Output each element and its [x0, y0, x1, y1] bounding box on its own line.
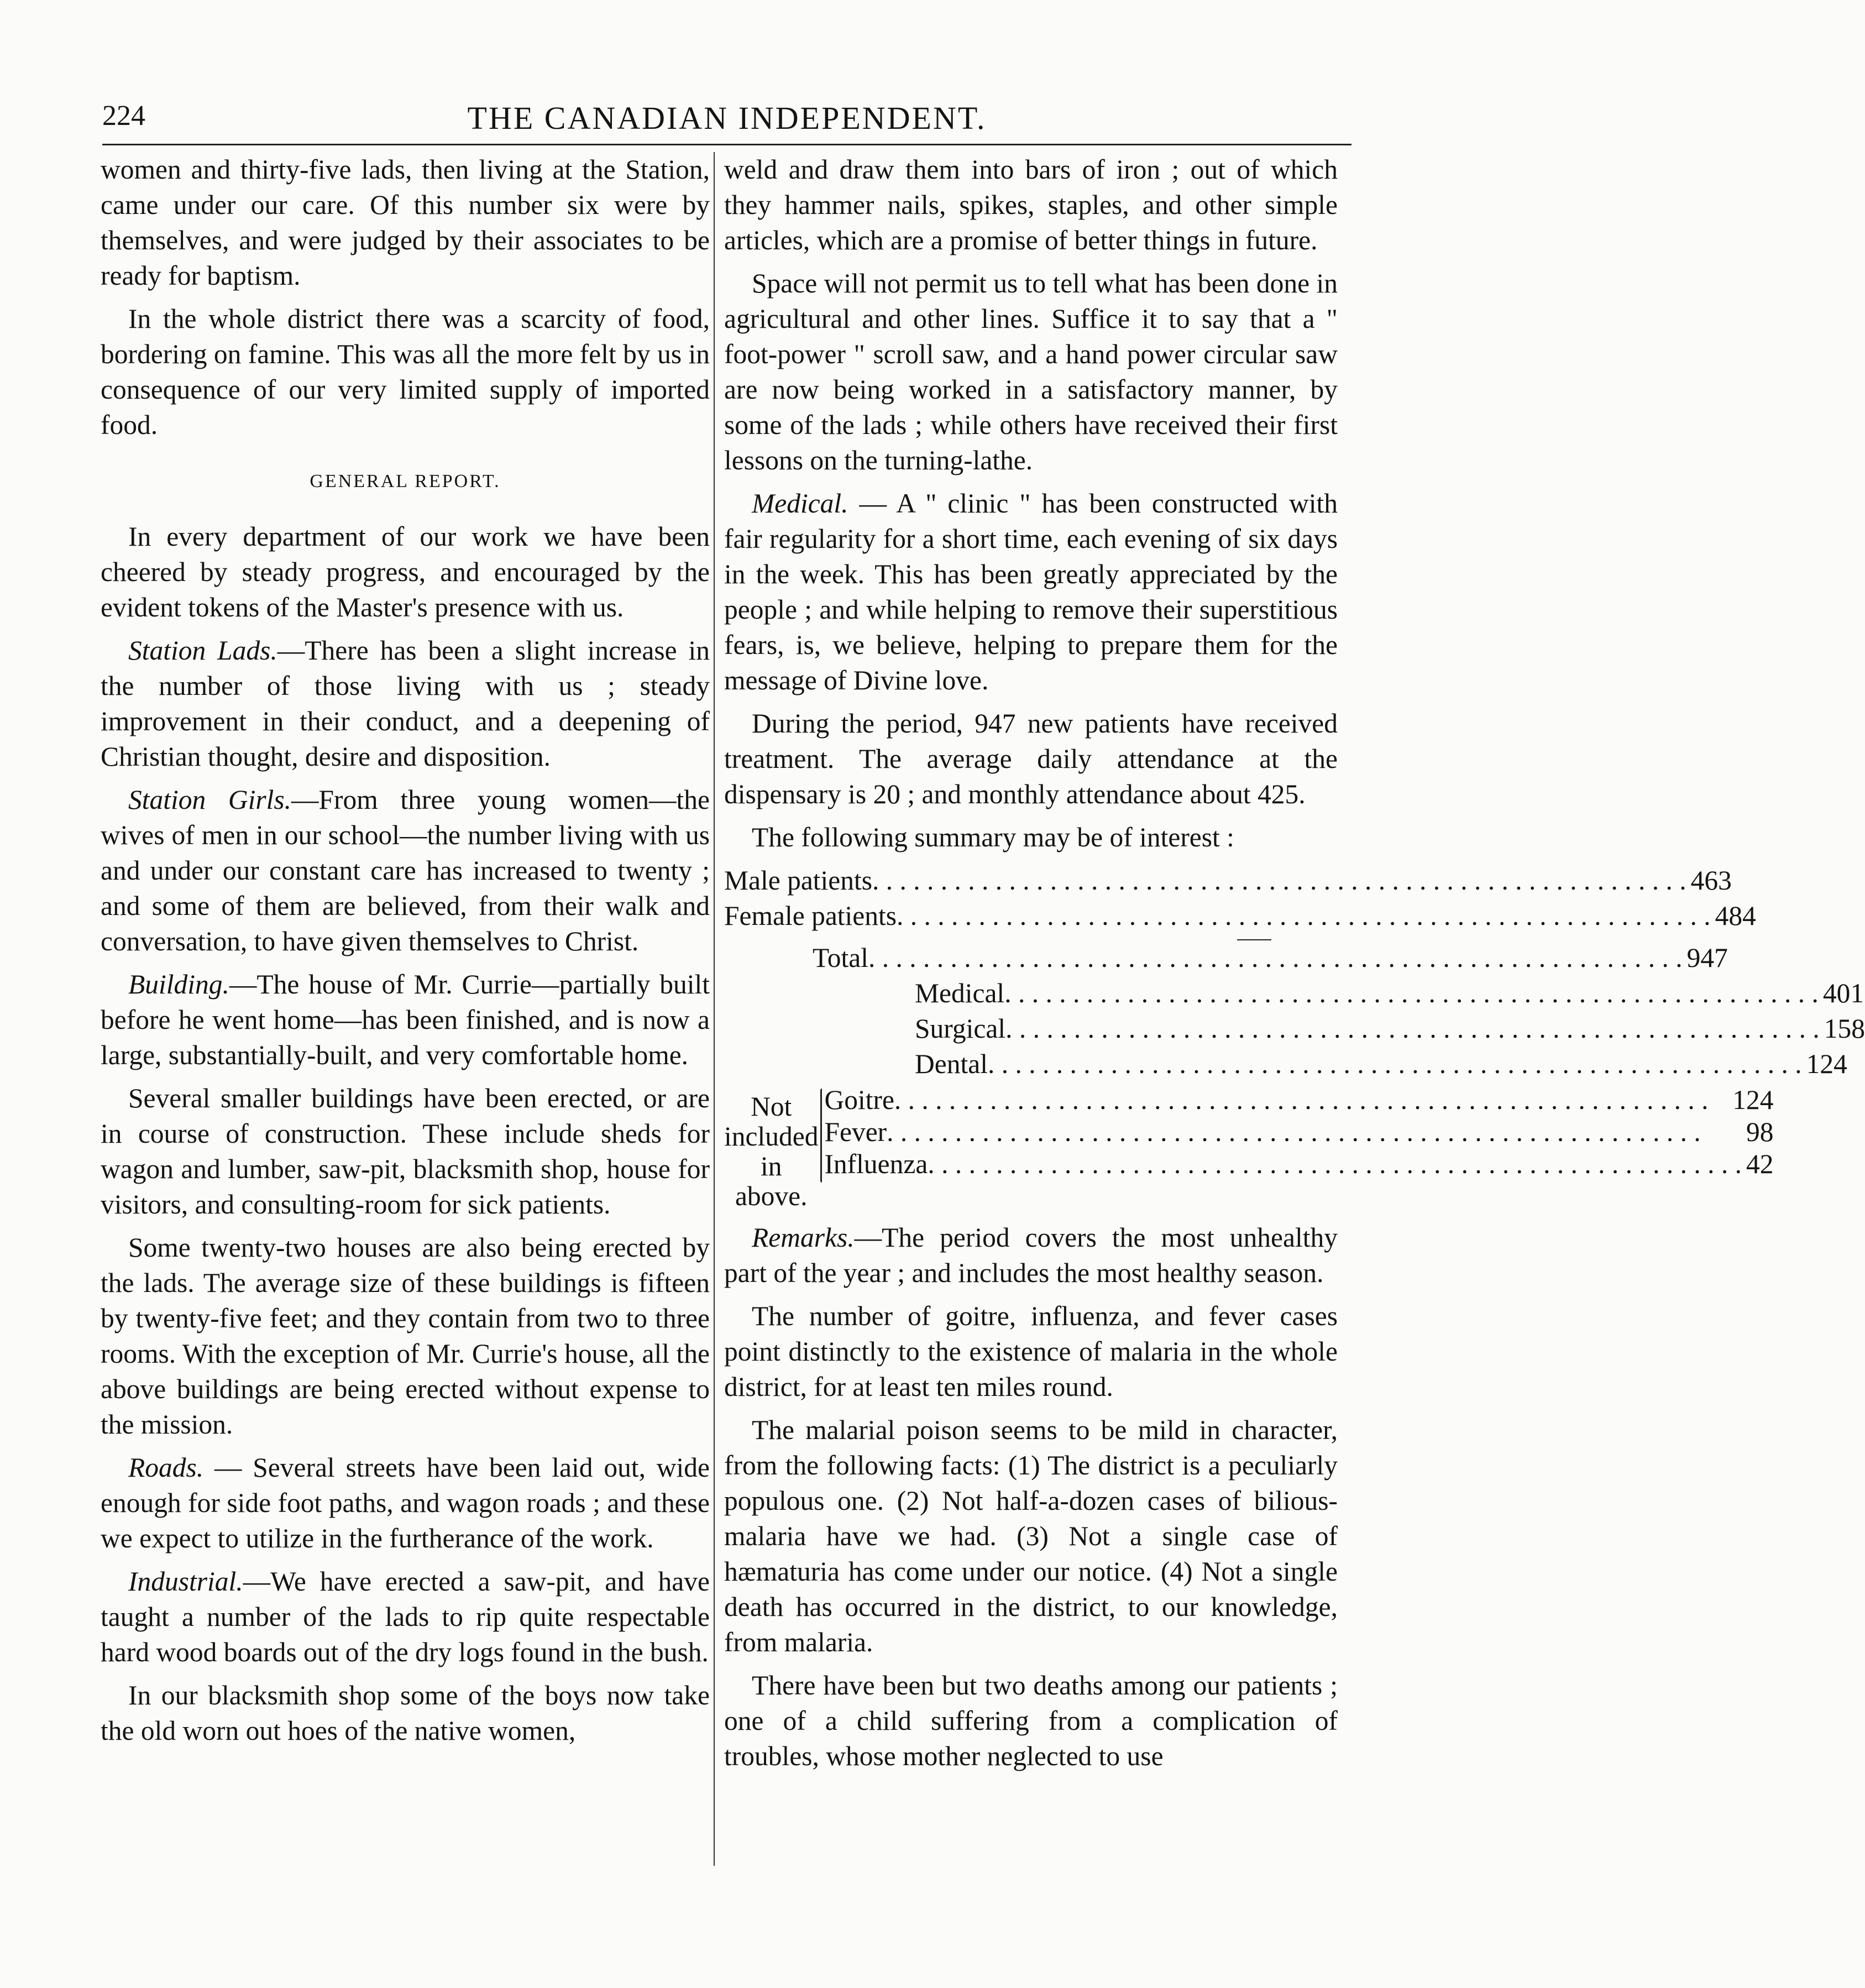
paragraph: There have been but two deaths among our patients ; one of a child suffering from a complication of troubles, whose mother neglected to use [724, 1670, 1338, 1771]
paragraph-station-lads [101, 633, 710, 775]
page-number: 224 [102, 100, 145, 132]
paragraph-text: —The period covers the most unhealthy part of the year ; and includes the most healthy season. [724, 1222, 1338, 1288]
run-in-heading: Roads. [128, 1452, 204, 1483]
paragraph: weld and draw them into bars of iron ; out of which they hammer nails, spikes, staples, and other simple articles, which are a promise of better things in future. [724, 154, 1338, 255]
paragraph-station-girls [101, 782, 710, 959]
summary-row-influenza [824, 1148, 1773, 1180]
summary-row-male [724, 863, 1732, 898]
journal-title: THE CANADIAN INDEPENDENT. [467, 100, 987, 136]
left-column [101, 152, 710, 1756]
header-rule [102, 144, 1351, 145]
row-value: 158 [1824, 1013, 1865, 1044]
paragraph-text: —The house of Mr. Currie—partially built before he went home—has been finished, and is now a large, substantially-built, and very comfortable home. [101, 969, 710, 1070]
paragraph-remarks [724, 1220, 1338, 1291]
row-value: 484 [1715, 901, 1756, 931]
paragraph: In every department of our work we have been cheered by steady progress, and encouraged by the evident tokens of the Master's presence with us. [101, 521, 710, 622]
paragraph: The following summary may be of interest : [752, 822, 1234, 852]
leader-dots [887, 1116, 1742, 1148]
row-label: Male patients [724, 865, 873, 896]
row-value: 124 [1806, 1049, 1847, 1079]
row-label: Female patients [724, 901, 897, 931]
row-label: Dental [915, 1049, 988, 1079]
row-value: 98 [1746, 1117, 1774, 1147]
row-label: Surgical [915, 1013, 1006, 1044]
leader-dots [928, 1148, 1742, 1180]
row-value: 42 [1746, 1149, 1774, 1179]
not-included-line: in above. [735, 1151, 808, 1211]
paragraph: The number of goitre, influenza, and fever cases point distinctly to the existence of malaria in the whole district, for at least ten miles round. [724, 1301, 1338, 1402]
paragraph: During the period, 947 new patients have received treatment. The average daily attendance at the dispensary is 20 ; and monthly attendance about 425. [724, 708, 1338, 809]
row-value: 947 [1686, 943, 1728, 973]
patient-summary-table [724, 863, 1865, 1211]
row-value: 463 [1690, 865, 1732, 896]
paragraph-medical [724, 486, 1338, 698]
paragraph: Some twenty-two houses are also being erected by the lads. The average size of these buildings is fifteen by twenty-five feet; and they contain from two to three rooms. With the exception of Mr. Currie's house, all the above buildings are being erected without expense to the mission. [101, 1232, 710, 1440]
run-in-heading: Building. [128, 969, 229, 1000]
summary-row-total [813, 940, 1728, 976]
summary-row-goitre [824, 1084, 1773, 1116]
paragraph-industrial [101, 1564, 710, 1670]
summary-row-surgical [915, 1011, 1865, 1047]
summary-row-medical [915, 976, 1864, 1011]
not-included-label [724, 1084, 818, 1211]
summary-row-female [724, 898, 1756, 934]
paragraph-roads [101, 1450, 710, 1556]
curly-brace [820, 1089, 822, 1183]
row-label: Influenza [824, 1149, 928, 1179]
leader-dots [1005, 1011, 1820, 1047]
paragraph: In the whole district there was a scarcity of food, bordering on famine. This was all the more felt by us in consequence of our very limited supply of imported food. [101, 304, 710, 440]
running-header [102, 94, 1351, 138]
summary-row-dental [915, 1047, 1847, 1082]
leader-dots [894, 1084, 1728, 1116]
run-in-heading: Medical. [752, 488, 848, 519]
leader-dots [988, 1047, 1802, 1082]
right-column [724, 152, 1865, 1782]
paragraph-text: —From three young women—the wives of men in our school—the number living with us and under our constant care has increased to twenty ; and some of them are believed, from their walk and conversation, to have given themselves to Christ. [101, 784, 710, 956]
row-label: Goitre [824, 1085, 894, 1115]
run-in-heading: Remarks. [752, 1222, 855, 1253]
paragraph-building [101, 967, 710, 1073]
summary-row-fever [824, 1116, 1773, 1148]
paragraph-text: —There has been a slight increase in the number of those living with us ; steady improvement in their conduct, and a deepening of Christian thought, desire and disposition. [101, 635, 710, 772]
paragraph-text: — Several streets have been laid out, wide enough for side foot paths, and wagon roads ; and these we expect to utilize in the furtherance of the work. [101, 1452, 710, 1553]
not-included-group [724, 1084, 1774, 1211]
run-in-heading: Industrial. [128, 1566, 243, 1597]
not-included-rows [824, 1084, 1773, 1211]
section-heading: GENERAL REPORT. [310, 471, 501, 491]
paragraph: Several smaller buildings have been erected, or are in course of construction. These include sheds for wagon and lumber, saw-pit, blacksmith shop, house for visitors, and consulting-room for sick patients. [101, 1083, 710, 1220]
paragraph: In our blacksmith shop some of the boys now take the old worn out hoes of the native women, [101, 1680, 710, 1746]
paragraph: Space will not permit us to tell what has been done in agricultural and other lines. Suffice it to say that a " foot-power " scroll saw, and a hand power circular saw are now being worked in a satisfactory manner, by some of the lads ; while others have received their first lessons on the turning-lathe. [724, 268, 1338, 475]
row-value: 124 [1732, 1085, 1774, 1115]
not-included-line: Not included [724, 1091, 819, 1152]
leader-dots [1004, 976, 1819, 1011]
run-in-heading: Station Lads. [128, 635, 277, 666]
leader-dots [897, 898, 1711, 934]
leader-dots [872, 863, 1686, 898]
row-label: Total [813, 943, 869, 973]
paragraph: women and thirty-five lads, then living at the Station, came under our care. Of this number six were by themselves, and were judged by their associates to be ready for baptism. [101, 154, 710, 291]
column-divider [714, 152, 715, 1866]
row-value: 401 [1822, 978, 1864, 1008]
paragraph-text: —We have erected a saw-pit, and have taught a number of the lads to rip quite respectable hard wood boards out of the dry logs found in the bush. [101, 1566, 710, 1667]
paragraph-text: — A " clinic " has been constructed with fair regularity for a short time, each evening of six days in the week. This has been greatly appreciated by the people ; and while helping to remove their superstitious fears, is, we believe, helping to prepare them for the message of Divine love. [724, 488, 1338, 695]
run-in-heading: Station Girls. [128, 784, 292, 815]
row-label: Medical [915, 978, 1005, 1008]
row-label: Fever [824, 1117, 887, 1147]
leader-dots [868, 940, 1683, 976]
paragraph: The malarial poison seems to be mild in character, from the following facts: (1) The district is a peculiarly populous one. (2) Not half-a-dozen cases of bilious-malaria have we had. (3) Not a single case of hæmaturia has come under our notice. (4) Not a single death has occurred in the district, to our knowledge, from malaria. [724, 1415, 1338, 1657]
